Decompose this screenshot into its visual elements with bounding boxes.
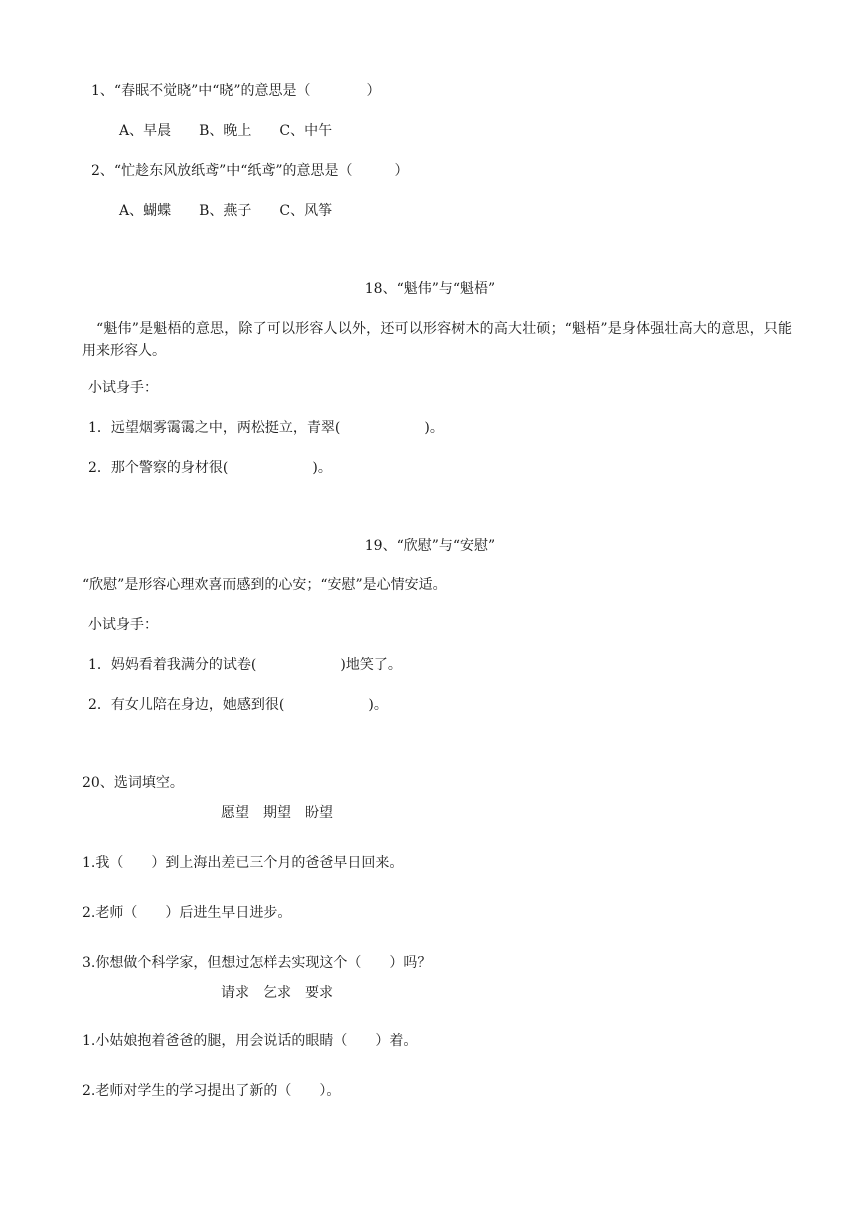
section-20-group-2-item-2: 2.老师对学生的学习提出了新的（ ）。: [82, 1083, 341, 1099]
section-20-group-1-item-1: 1.我（ ）到上海出差已三个月的爸爸早日回来。: [82, 855, 404, 871]
section-20-group-2-item-1: 1.小姑娘抱着爸爸的腿，用会说话的眼睛（ ）着。: [82, 1033, 418, 1049]
section-20-word-group-1: 愿望 期望 盼望: [221, 805, 333, 821]
section-19-item-2: 2．有女儿陪在身边，她感到很( )。: [88, 697, 388, 713]
section-18-item-1: 1．远望烟雾霭霭之中，两松挺立，青翠( )。: [88, 420, 444, 436]
section-19-practice-label: 小试身手：: [88, 617, 158, 633]
section-20-title: 20、选词填空。: [82, 775, 184, 791]
question-1: 1、“春眠不觉晓”中“晓”的意思是（ ）: [91, 83, 381, 99]
question-2-options: A、蝴蝶 B、燕子 C、风筝: [119, 203, 333, 219]
section-20-word-group-2: 请求 乞求 要求: [221, 985, 333, 1001]
section-18-explanation: “魁伟”是魁梧的意思，除了可以形容人以外，还可以形容树木的高大壮硕；“魁梧”是身体强壮高大的意思，只能用来形容人。: [82, 321, 792, 359]
section-20-group-1-item-3: 3.你想做个科学家，但想过怎样去实现这个（ ）吗？: [82, 955, 432, 971]
question-1-options: A、早晨 B、晚上 C、中午: [119, 123, 333, 139]
section-18-practice-label: 小试身手：: [88, 380, 158, 396]
section-18-item-2: 2．那个警察的身材很( )。: [88, 460, 332, 476]
section-19-title: 19、“欣慰”与“安慰”: [364, 538, 496, 554]
section-19-explanation: “欣慰”是形容心理欢喜而感到的心安；“安慰”是心情安适。: [82, 577, 447, 593]
section-19-item-1: 1．妈妈看着我满分的试卷( )地笑了。: [88, 657, 402, 673]
question-2: 2、“忙趁东风放纸鸢”中“纸鸢”的意思是（ ）: [91, 163, 409, 179]
section-20-group-1-item-2: 2.老师（ ）后进生早日进步。: [82, 905, 292, 921]
section-18-title: 18、“魁伟”与“魁梧”: [364, 281, 496, 297]
